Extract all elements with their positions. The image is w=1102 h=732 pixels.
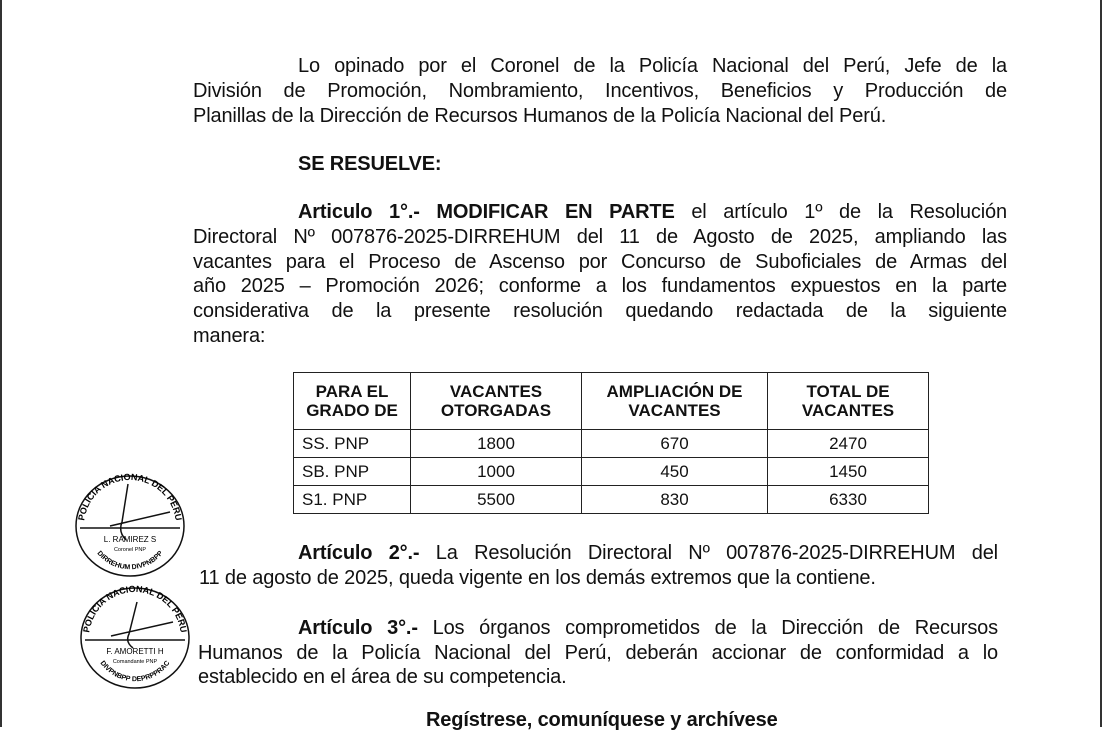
svg-text:DIVPNBPP DEPRPPRAC: DIVPNBPP DEPRPPRAC (98, 659, 172, 684)
vacancies-table (293, 372, 929, 514)
articulo1-line-6: manera: (193, 325, 266, 347)
articulo2-first-text: La Resolución Directoral Nº 007876-2025-DIRREHUM del (435, 542, 998, 564)
cell-ampliacion: 450 (582, 458, 768, 486)
cell-total: 2470 (768, 430, 929, 458)
seal-stamp-amoretti (75, 582, 195, 692)
articulo3-first-text: Los órganos comprometidos de la Dirección de Recursos (432, 617, 998, 639)
articulo1-line-4: año 2025 – Promoción 2026; conforme a los fundamentos expuestos en la parte (193, 275, 1007, 297)
articulo1-action: MODIFICAR EN PARTE (436, 201, 675, 223)
seal-stamp-ramirez (70, 470, 190, 580)
header-ampliacion: AMPLIACIÓN DE VACANTES (582, 373, 768, 430)
articulo3-line-2: Humanos de la Policía Nacional del Perú, deberán accionar de conformidad a lo (198, 642, 998, 664)
table-header-row (294, 373, 929, 430)
table-row (294, 430, 929, 458)
closing-formula: Regístrese, comuníquese y archívese (426, 709, 778, 731)
articulo1-line-1 (298, 200, 1007, 224)
cell-otorgadas: 1000 (411, 458, 582, 486)
articulo2-label: Artículo 2°.- (298, 542, 420, 564)
articulo1-first-text: el artículo 1º de la Resolución (691, 201, 1007, 223)
svg-text:POLICIA NACIONAL DEL PERU: POLICIA NACIONAL DEL PERU (76, 471, 184, 522)
header-grado: PARA EL GRADO DE (294, 373, 411, 430)
articulo1-line-5: considerativa de la presente resolución quedando redactada de la siguiente (193, 300, 1007, 322)
cell-grado: SB. PNP (294, 458, 411, 486)
cell-grado: S1. PNP (294, 486, 411, 514)
cell-total: 6330 (768, 486, 929, 514)
table-row (294, 458, 929, 486)
articulo1-label: Articulo 1°.- (298, 201, 420, 223)
articulo2-line-2: 11 de agosto de 2025, queda vigente en los demás extremos que la contiene. (199, 567, 876, 589)
cell-otorgadas: 1800 (411, 430, 582, 458)
articulo2-line-1 (298, 541, 998, 565)
opinado-line-3: Planillas de la Dirección de Recursos Humanos de la Policía Nacional del Perú. (193, 105, 887, 127)
cell-grado: SS. PNP (294, 430, 411, 458)
articulo3-line-3: establecido en el área de su competencia. (198, 666, 567, 688)
opinado-line-1: Lo opinado por el Coronel de la Policía Nacional del Perú, Jefe de la (298, 55, 1007, 77)
cell-ampliacion: 830 (582, 486, 768, 514)
header-otorgadas: VACANTES OTORGADAS (411, 373, 582, 430)
articulo3-line-1 (298, 616, 998, 640)
cell-ampliacion: 670 (582, 430, 768, 458)
articulo1-line-3: vacantes para el Proceso de Ascenso por Concurso de Suboficiales de Armas del (193, 251, 1007, 273)
cell-otorgadas: 5500 (411, 486, 582, 514)
svg-text:DIRREHUM DIVPNBPP: DIRREHUM DIVPNBPP (95, 549, 165, 572)
opinado-line-2: División de Promoción, Nombramiento, Incentivos, Beneficios y Producción de (193, 80, 1007, 102)
se-resuelve-heading: SE RESUELVE: (298, 153, 442, 175)
svg-text:F. AMORETTI H: F. AMORETTI H (106, 647, 164, 656)
scan-border-left (0, 0, 2, 727)
svg-text:Coronel PNP: Coronel PNP (113, 547, 147, 553)
svg-text:POLICIA NACIONAL DEL PERU: POLICIA NACIONAL DEL PERU (81, 583, 189, 634)
svg-text:Comandante PNP: Comandante PNP (112, 659, 158, 665)
articulo1-line-2: Directoral Nº 007876-2025-DIRREHUM del 11 de Agosto de 2025, ampliando las (193, 226, 1007, 248)
table-row (294, 486, 929, 514)
articulo3-label: Artículo 3°.- (298, 617, 418, 639)
header-total: TOTAL DE VACANTES (768, 373, 929, 430)
svg-text:L. RAMIREZ S: L. RAMIREZ S (103, 535, 157, 544)
cell-total: 1450 (768, 458, 929, 486)
